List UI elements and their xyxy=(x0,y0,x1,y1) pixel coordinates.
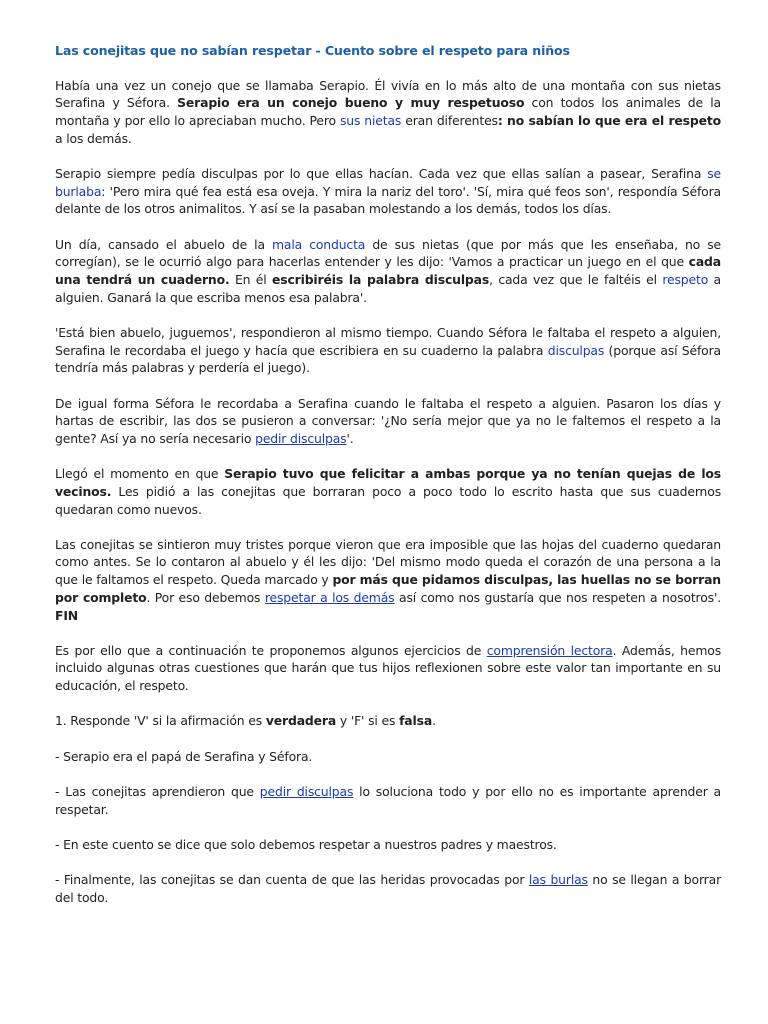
bold-text: falsa xyxy=(399,713,433,729)
text: (porque así Séfora tendría más palabras y perdería el juego). xyxy=(55,342,721,376)
bold-text: escribiréis la palabra disculpas xyxy=(271,272,490,288)
link-pedir-disculpas[interactable]: pedir disculpas xyxy=(255,430,347,446)
text: De igual forma Séfora le recordaba a Serafina cuando le faltaba el respeto a alguien. Pasaron los días y hartas de escribir, las dos se pusieron a conversar: '¿No sería mejor que ya no le faltemos el respeto a la gente? Así ya no sería necesario xyxy=(55,395,721,446)
text: 1. Responde 'V' si la afirmación es xyxy=(55,713,266,729)
text: Un día, cansado el abuelo de la xyxy=(55,236,272,252)
text: Les pidió a las conejitas que borraran poco a poco todo lo escrito hasta que sus cuadernos quedaran como nuevos. xyxy=(55,483,721,517)
bold-text: FIN xyxy=(55,607,78,623)
text: - En este cuento se dice que solo debemos respetar a nuestros padres y maestros. xyxy=(55,836,557,852)
bold-text: por más que pidamos disculpas, las huellas no se borran por completo xyxy=(55,572,721,605)
text: a los demás. xyxy=(55,130,132,146)
text: , cada vez que le faltéis el xyxy=(489,272,663,288)
text: 'Está bien abuelo, juguemos', respondieron al mismo tiempo. Cuando Séfora le faltaba el respeto a alguien, Serafina le recordaba el juego y hacía que escribiera en su cuaderno la palabra xyxy=(55,324,721,358)
page-title: Las conejitas que no sabían respetar - Cuento sobre el respeto para niños xyxy=(55,43,570,58)
text: '. xyxy=(346,430,354,446)
text: : 'Pero mira qué fea está esa oveja. Y mira la nariz del toro'. 'Sí, mira qué feos son', respondía Séfora delante de los otros animalitos. Y así se la pasaban molestando a los demás, todos los días. xyxy=(55,183,721,217)
text: lo soluciona todo y por ello no es importante aprender a respetar. xyxy=(55,783,721,817)
intro-exercises-paragraph xyxy=(55,642,721,695)
story-paragraph-3 xyxy=(55,236,721,307)
question-item-3 xyxy=(55,836,721,854)
bold-text: verdadera xyxy=(265,713,337,729)
link-mala-conducta[interactable]: mala conducta xyxy=(272,236,366,252)
link-respeto[interactable]: respeto xyxy=(662,272,709,288)
question-item-1 xyxy=(55,748,721,766)
bold-text: cada una tendrá un cuaderno. xyxy=(55,254,721,288)
text: así como nos gustaría que nos respeten a nosotros'. xyxy=(394,589,721,605)
text: de sus nietas (que por más que les enseñaba, no se corregían), se le ocurrió algo para hacerlas entender y les dijo: 'Vamos a practicar un juego en el que xyxy=(55,236,721,270)
story-paragraph-5 xyxy=(55,395,721,448)
text: - Finalmente, las conejitas se dan cuenta de que las heridas provocadas por xyxy=(55,871,529,887)
question-item-4 xyxy=(55,871,721,906)
text: Las conejitas se sintieron muy tristes porque vieron que era imposible que las hojas del cuaderno quedaran como antes. Se lo contaron al abuelo y él les dijo: 'Del mismo modo queda el corazón de una persona a la que le faltamos el respeto. Queda marcado y xyxy=(55,536,721,588)
document-body xyxy=(55,42,721,924)
text: con todos los animales de la montaña y por ello lo apreciaban mucho. Pero xyxy=(55,95,721,129)
link-pedir-disculpas-2[interactable]: pedir disculpas xyxy=(259,783,354,799)
link-respetar-a-los-demas[interactable]: respetar a los demás xyxy=(264,589,395,605)
link-las-burlas[interactable]: las burlas xyxy=(528,871,588,887)
text: Serapio siempre pedía disculpas por lo que ellas hacían. Cada vez que ellas salían a pasear, Serafina xyxy=(55,166,708,182)
link-sus-nietas[interactable]: sus nietas xyxy=(339,113,402,129)
text: . Además, hemos incluido algunas otras cuestiones que harán que tus hijos reflexionen sobre este valor tan importante en su educación, el respeto. xyxy=(55,642,721,694)
question-item-2 xyxy=(55,783,721,818)
story-paragraph-2 xyxy=(55,165,721,218)
question-instruction xyxy=(55,712,721,730)
bold-text: : no sabían lo que era el respeto xyxy=(497,113,721,129)
link-comprension-lectora[interactable]: comprensión lectora xyxy=(486,642,613,658)
text: . xyxy=(432,713,436,729)
text: y 'F' si es xyxy=(336,713,400,729)
story-paragraph-7 xyxy=(55,536,721,625)
link-disculpas[interactable]: disculpas xyxy=(547,342,605,358)
text: Llegó el momento en que xyxy=(55,466,225,482)
story-paragraph-1 xyxy=(55,77,721,148)
story-paragraph-4 xyxy=(55,324,721,377)
text: a alguien. Ganará la que escriba menos esa palabra'. xyxy=(55,272,722,305)
text: - Las conejitas aprendieron que xyxy=(55,783,260,799)
text: En él xyxy=(229,272,272,288)
story-paragraph-6 xyxy=(55,465,721,518)
bold-text: Serapio era un conejo bueno y muy respetuoso xyxy=(177,95,525,111)
text: Había una vez un conejo que se llamaba Serapio. Él vivía en lo más alto de una montaña con sus nietas Serafina y Séfora. xyxy=(55,77,721,111)
text: - Serapio era el papá de Serafina y Séfora. xyxy=(55,748,313,764)
bold-text: Serapio tuvo que felicitar a ambas porque ya no tenían quejas de los vecinos. xyxy=(55,466,722,499)
text: no se llegan a borrar del todo. xyxy=(55,871,722,905)
text: Es por ello que a continuación te proponemos algunos ejercicios de xyxy=(55,642,487,658)
text: eran diferentes xyxy=(401,113,498,129)
text: . Por eso debemos xyxy=(146,589,265,605)
link-se-burlaba[interactable]: se burlaba xyxy=(55,166,721,199)
